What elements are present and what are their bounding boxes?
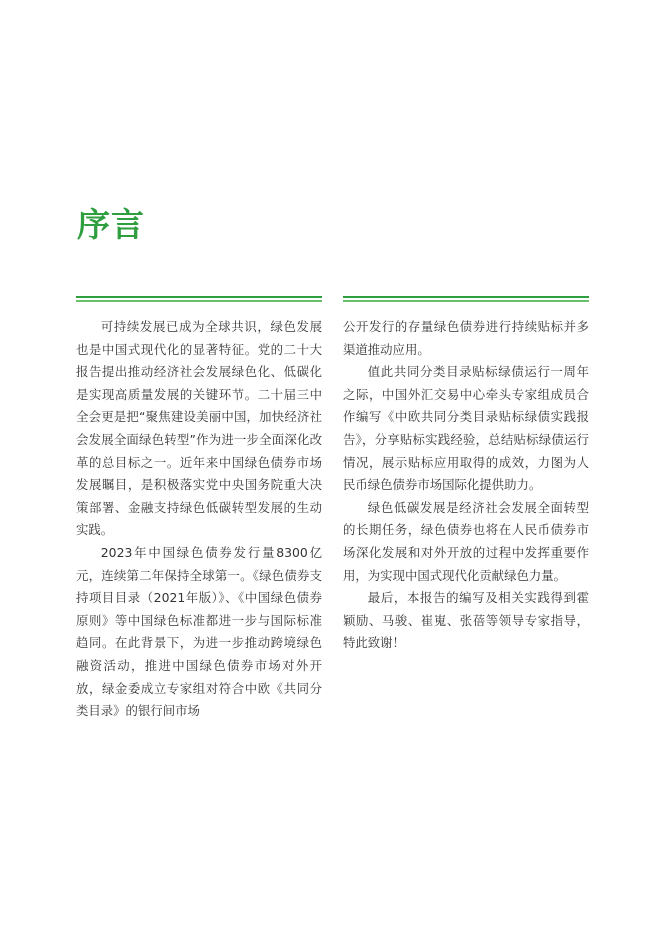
divider-thick-line bbox=[343, 300, 589, 303]
paragraph-continuation: 公开发行的存量绿色债券进行持续贴标并多渠道推动应用。 bbox=[343, 319, 589, 357]
paragraph: 值此共同分类目录贴标绿债运行一周年之际，中国外汇交易中心牵头专家组成员合作编写《中欧共同分类目录贴标绿债实践报告》，分享贴标实践经验，总结贴标绿债运行情况，展示贴标应用取得的成效，力图为人民币绿色债券市场国际化提供助力。 bbox=[343, 364, 589, 493]
divider-thick-line bbox=[76, 300, 322, 303]
paragraph: 可持续发展已成为全球共识，绿色发展也是中国式现代化的显著特征。党的二十大报告提出推动经济社会发展绿色化、低碳化是实现高质量发展的关键环节。二十届三中全会更是把“聚焦建设美丽中国，加快经济社会发展全面绿色转型”作为进一步全面深化改革的总目标之一。近年来中国绿色债券市场发展瞩目，是积极落实党中央国务院重大决策部署、金融支持绿色低碳转型发展的生动实践。 bbox=[76, 319, 322, 538]
divider-thin-line bbox=[76, 296, 322, 298]
paragraph: 绿色低碳发展是经济社会发展全面转型的长期任务，绿色债券也将在人民币债券市场深化发展和对外开放的过程中发挥重要作用，为实现中国式现代化贡献绿色力量。 bbox=[343, 499, 589, 583]
paragraph: 2023年中国绿色债券发行量8300亿元，连续第二年保持全球第一。《绿色债券支持项目目录（2021年版）》、《中国绿色债券原则》等中国绿色标准都进一步与国际标准趋同。在此背景下，为进一步推动跨境绿色融资活动，推进中国绿色债券市场对外开放，绿金委成立专家组对符合中欧《共同分类目录》的银行间市场 bbox=[76, 544, 322, 719]
divider-thin-line bbox=[343, 296, 589, 298]
left-column-divider bbox=[76, 296, 322, 302]
right-column-divider bbox=[343, 296, 589, 302]
right-column bbox=[343, 316, 589, 655]
paragraph: 最后，本报告的编写及相关实践得到霍颖励、马骏、崔嵬、张蓓等领导专家指导，特此致谢！ bbox=[343, 590, 589, 651]
left-column bbox=[76, 316, 322, 723]
page-title: 序言 bbox=[77, 205, 145, 244]
